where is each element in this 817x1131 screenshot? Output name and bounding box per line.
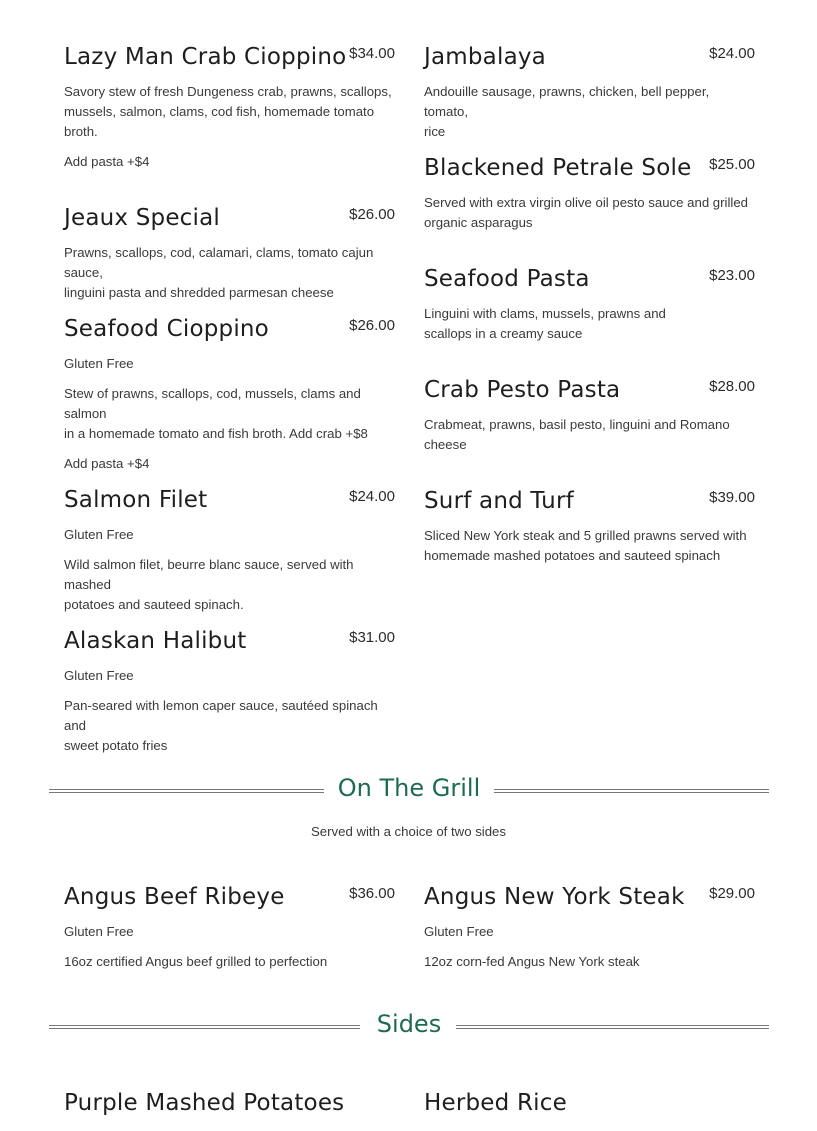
item-description-line: cheese (424, 437, 467, 452)
grill-section-header (49, 771, 769, 811)
menu-item (64, 203, 395, 303)
item-description-line: mussels, salmon, clams, cod fish, homemade tomato (64, 104, 375, 119)
item-price: $26.00 (349, 317, 395, 334)
item-name: Alaskan Halibut (64, 628, 247, 654)
item-price: $36.00 (349, 885, 395, 902)
item-description-line: linguini pasta and shredded parmesan cheese (64, 285, 334, 300)
item-tag: Gluten Free (64, 356, 134, 371)
item-name: Jambalaya (424, 44, 546, 70)
item-price: $34.00 (349, 45, 395, 62)
item-description-line: scallops in a creamy sauce (424, 326, 583, 341)
item-name: Angus Beef Ribeye (64, 884, 285, 910)
menu-item (424, 153, 755, 233)
item-price: $39.00 (709, 489, 755, 506)
item-price: $28.00 (709, 378, 755, 395)
item-name: Herbed Rice (424, 1090, 567, 1116)
item-name: Angus New York Steak (424, 884, 685, 910)
item-description-line: Served with extra virgin olive oil pesto sauce and grilled (424, 195, 748, 210)
item-name: Jeaux Special (64, 205, 220, 231)
menu-item (424, 486, 755, 566)
item-description-line: Andouille sausage, prawns, chicken, bell pepper, tomato, (424, 84, 710, 119)
item-description-line: sweet potato fries (64, 738, 168, 753)
item-description-line: 12oz corn-fed Angus New York steak (424, 954, 640, 969)
item-description-line: Pan-seared with lemon caper sauce, sautéed spinach and (64, 698, 378, 733)
menu-item (64, 1088, 395, 1118)
item-price: $25.00 (709, 156, 755, 173)
item-name: Blackened Petrale Sole (424, 155, 692, 181)
item-description-line: broth. (64, 124, 98, 139)
item-description-line: Prawns, scallops, cod, calamari, clams, tomato cajun sauce, (64, 245, 374, 280)
item-price: $23.00 (709, 267, 755, 284)
item-addon: Add pasta +$4 (64, 456, 150, 471)
menu-item (424, 1088, 755, 1118)
item-description-line: Wild salmon filet, beurre blanc sauce, served with mashed (64, 557, 354, 592)
item-price: $29.00 (709, 885, 755, 902)
item-tag: Gluten Free (64, 924, 134, 939)
item-description-line: rice (424, 124, 446, 139)
menu-item (424, 882, 755, 972)
item-description-line: organic asparagus (424, 215, 533, 230)
section-subtitle: Served with a choice of two sides (311, 824, 506, 839)
item-description-line: potatoes and sauteed spinach. (64, 597, 244, 612)
item-name: Surf and Turf (424, 488, 574, 514)
item-description-line: Sliced New York steak and 5 grilled prawns served with (424, 528, 747, 543)
menu-item (424, 264, 755, 344)
menu-item (424, 375, 755, 455)
menu-item (64, 485, 395, 615)
item-description-line: 16oz certified Angus beef grilled to perfection (64, 954, 328, 969)
item-description-line: Stew of prawns, scallops, cod, mussels, clams and salmon (64, 386, 361, 421)
item-name: Salmon Filet (64, 487, 208, 513)
item-price: $31.00 (349, 629, 395, 646)
menu-item (64, 626, 395, 756)
section-title: On The Grill (337, 774, 481, 802)
item-tag: Gluten Free (64, 668, 134, 683)
item-description-line: Savory stew of fresh Dungeness crab, prawns, scallops, (64, 84, 392, 99)
item-price: $24.00 (349, 488, 395, 505)
item-description-line: in a homemade tomato and fish broth. Add crab +$8 (64, 426, 368, 441)
item-name: Lazy Man Crab Cioppino (64, 44, 347, 70)
item-description-line: Linguini with clams, mussels, prawns and (424, 306, 666, 321)
item-description-line: Crabmeat, prawns, basil pesto, linguini and Romano (424, 417, 730, 432)
item-name: Purple Mashed Potatoes (64, 1090, 345, 1116)
item-price: $26.00 (349, 206, 395, 223)
item-name: Seafood Cioppino (64, 316, 269, 342)
menu-item (64, 882, 395, 972)
item-name: Seafood Pasta (424, 266, 590, 292)
item-tag: Gluten Free (64, 527, 134, 542)
item-addon: Add pasta +$4 (64, 154, 150, 169)
sides-section-header (49, 1007, 769, 1047)
menu-item (424, 42, 755, 142)
item-price: $24.00 (709, 45, 755, 62)
item-tag: Gluten Free (424, 924, 494, 939)
menu-item (64, 314, 395, 474)
section-title: Sides (376, 1010, 442, 1038)
menu-item (64, 42, 395, 172)
item-description-line: homemade mashed potatoes and sauteed spinach (424, 548, 721, 563)
item-name: Crab Pesto Pasta (424, 377, 621, 403)
